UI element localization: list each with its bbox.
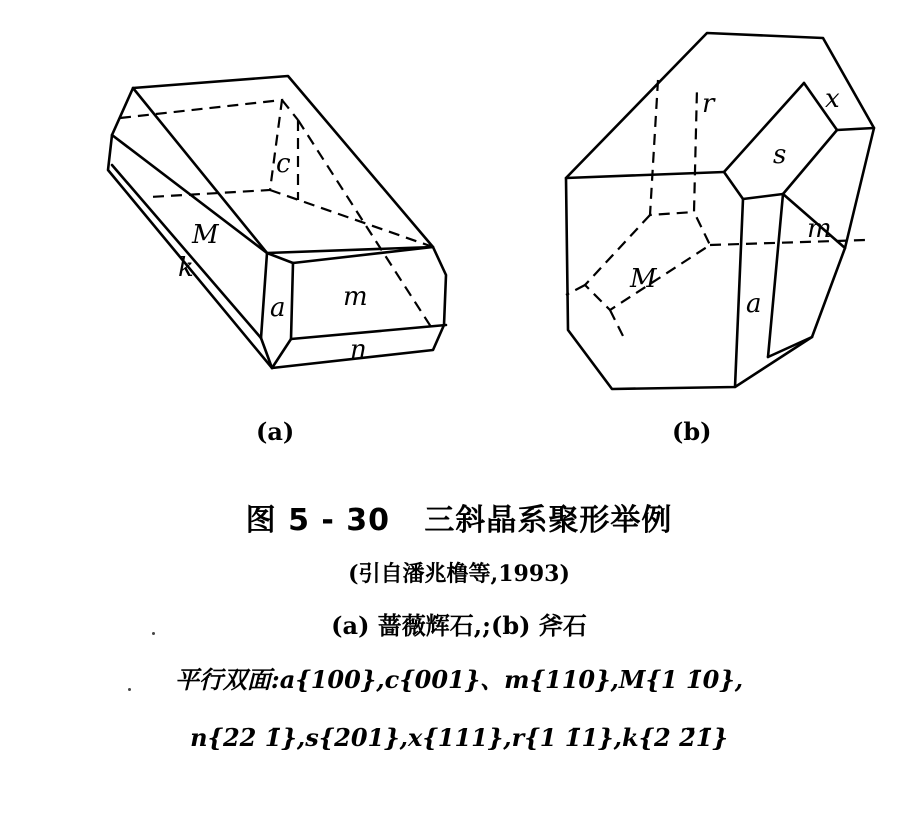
crystal-b-edge (768, 337, 812, 357)
crystal-b (566, 33, 874, 446)
crystal-a-edge (261, 253, 267, 338)
face-label-n: n (350, 335, 367, 365)
scan-speck (128, 688, 131, 691)
crystal-b-edge (837, 128, 874, 130)
crystal-b-hidden-edge (650, 80, 697, 215)
figure-source: (引自潘兆橹等,1993) (348, 561, 570, 587)
face-label-r: r (702, 89, 715, 119)
forms-line-1: 平行双面:a{100},c{001}、m{110},M{1 1̄0}, (174, 665, 744, 694)
face-label-m: m (343, 282, 368, 312)
crystal-a-edge (291, 263, 293, 339)
crystal-b-hidden-edge (610, 310, 625, 340)
crystal-a-edge (261, 338, 272, 368)
face-label-s: s (773, 140, 787, 170)
crystal-b-hidden-edge (566, 285, 585, 295)
crystal-b-edge (743, 194, 783, 199)
figure-title: 图 5 - 30 三斜晶系聚形举例 (245, 503, 673, 538)
crystal-a (108, 76, 446, 446)
crystal-a-hidden-edge (282, 100, 298, 120)
face-label-a: a (270, 293, 286, 323)
crystal-a-edge (267, 253, 293, 263)
crystal-a-hidden-edge (120, 100, 282, 197)
face-label-c: c (276, 149, 291, 179)
crystal-b-edge (735, 199, 743, 387)
crystal-b-hidden-edge (585, 212, 710, 310)
forms-line-2: n{22 1̄},s{201},x{111},r{1 1̄1},k{2 2̄1̄} (190, 723, 728, 752)
panel-label-a: (a) (256, 417, 295, 446)
scan-speck (152, 632, 155, 635)
face-label-k: k (178, 253, 194, 283)
crystal-a-edge (291, 325, 446, 339)
figure-legend: (a) 蔷薇辉石,;(b) 斧石 (331, 611, 587, 640)
face-label-M: M (192, 220, 219, 250)
crystal-b-edge (724, 83, 804, 172)
face-label-x: x (825, 84, 840, 114)
crystal-b-edge (768, 194, 783, 357)
panel-label-b: (b) (672, 417, 712, 446)
crystal-b-edge (783, 130, 837, 194)
face-label-m: m (807, 214, 832, 244)
crystal-b-edge (566, 172, 724, 178)
face-label-M: M (630, 264, 657, 294)
crystal-b-edge (724, 172, 743, 199)
crystal-a-edge (272, 339, 291, 368)
face-label-a: a (746, 289, 762, 319)
